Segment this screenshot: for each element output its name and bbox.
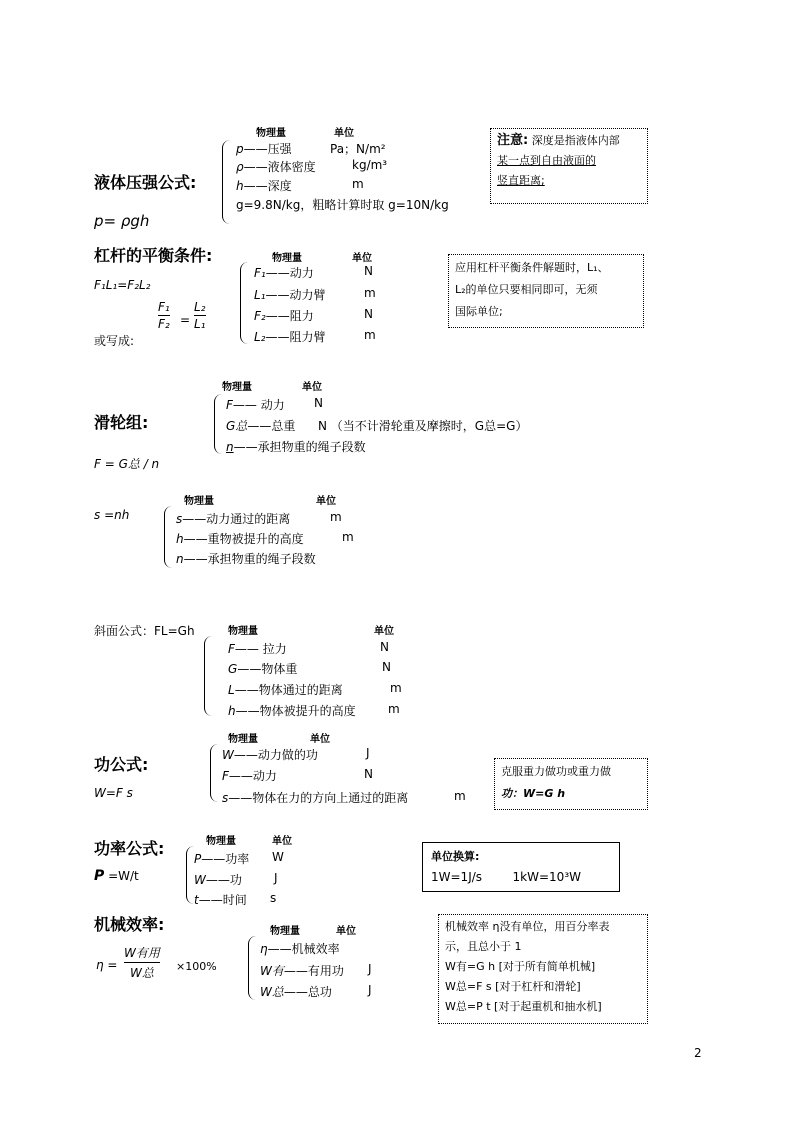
liquid-row-4: g=9.8N/kg，粗略计算时取 g=10N/kg [236,198,449,212]
pulley-row-3: n——承担物重的绳子段数 [226,440,366,454]
liquid-row-3: h——深度 m [236,177,364,193]
efficiency-fraction: W有用 W总 [124,946,160,980]
header-unit: 单位 [310,734,330,745]
power-formula: P =W/t [94,868,139,884]
header-unit: 单位 [336,926,356,937]
incline-row-1: F—— 拉力 N [228,640,389,656]
work-row-3: s——物体在力的方向上通过的距离 m [222,789,466,805]
efficiency-brace [248,936,257,1000]
snh-brace [164,506,173,568]
work-formula: W=F s [94,786,133,800]
lever-or-write: 或写成: [94,334,135,348]
snh-row-3: n——承担物重的绳子段数 [176,552,316,566]
unit-conversion-box: 单位换算: 1W=1J/s 1kW=10³W [422,842,620,892]
header-unit: 单位 [352,253,372,264]
lever-brace [240,262,249,344]
snh-row-1: s——动力通过的距离 m [176,510,342,526]
header-unit: 单位 [316,496,336,507]
incline-title: 斜面公式：FL=Gh [94,624,195,638]
incline-row-4: h——物体被提升的高度 m [228,702,400,718]
lever-row-2: L₁——动力臂 m [254,286,376,302]
power-row-1: P——功率 W [194,850,284,866]
efficiency-note: 机械效率 η没有单位，用百分率表 示，且总小于 1 W有=G h [对于所有简单机械] W总=F s [对于杠杆和滑轮] W总=P t [对于起重机和抽水机] [438,914,648,1024]
header-quantity: 物理量 [270,926,300,937]
header-quantity: 物理量 [228,734,258,745]
incline-row-2: G——物体重 N [228,660,391,676]
pulley-brace [214,394,223,454]
work-row-1: W——动力做的功 J [222,746,370,762]
lever-fraction-right: L₂ L₁ [194,300,206,331]
liquid-formula: p= ρgh [94,212,150,230]
pulley-row-2: G总——总重 N （当不计滑轮重及摩擦时，G总=G） [226,419,528,433]
lever-fraction-left: F₁ F₂ [158,300,170,331]
lever-row-1: F₁——动力 N [254,264,373,280]
efficiency-title: 机械效率: [94,915,165,934]
header-quantity: 物理量 [256,128,286,139]
header-unit: 单位 [302,382,322,393]
work-row-2: F——动力 N [222,767,373,783]
efficiency-row-3: W总——总功 J [260,983,372,999]
header-unit: 单位 [334,128,354,139]
work-title: 功公式: [94,755,149,774]
lever-row-4: L₂——阻力臂 m [254,328,376,344]
power-title: 功率公式: [94,839,165,858]
snh-formula: s =nh [94,508,130,522]
pulley-formula: F = G总 / n [94,457,160,471]
efficiency-percent: ×100% [176,960,217,973]
page-number: 2 [694,1046,702,1060]
header-quantity: 物理量 [222,382,252,393]
efficiency-eta: η = [96,958,118,972]
header-quantity: 物理量 [184,496,214,507]
lever-equals: = [180,313,191,327]
liquid-note: 注意: 深度是指液体内部 某一点到自由液面的 竖直距离; [490,128,648,204]
header-unit: 单位 [374,626,394,637]
lever-note: 应用杠杆平衡条件解题时，L₁、 L₂的单位只要相同即可，无须 国际单位; [448,254,644,328]
liquid-title: 液体压强公式: [94,173,197,192]
work-brace [210,744,219,802]
header-quantity: 物理量 [206,836,236,847]
liquid-row-1: p——压强 Pa；N/m² [236,142,386,156]
pulley-title: 滑轮组: [94,413,149,432]
efficiency-row-1: η——机械效率 [260,942,340,956]
lever-title: 杠杆的平衡条件: [94,246,213,265]
liquid-brace [222,140,231,224]
header-quantity: 物理量 [228,626,258,637]
incline-brace [204,636,215,716]
lever-formula: F₁L₁=F₂L₂ [94,278,151,292]
snh-row-2: h——重物被提升的高度 m [176,530,354,546]
header-unit: 单位 [272,836,292,847]
header-quantity: 物理量 [272,253,302,264]
power-row-3: t——时间 s [194,891,277,907]
pulley-row-1: F—— 动力 N [226,396,323,412]
lever-row-3: F₂——阻力 N [254,307,373,323]
incline-row-3: L——物体通过的距离 m [228,681,402,697]
liquid-row-2: ρ——液体密度 kg/m³ [236,158,388,174]
efficiency-row-2: W有——有用功 J [260,962,372,978]
power-row-2: W——功 J [194,871,278,887]
work-note: 克服重力做功或重力做 功：W=G h [494,758,648,810]
